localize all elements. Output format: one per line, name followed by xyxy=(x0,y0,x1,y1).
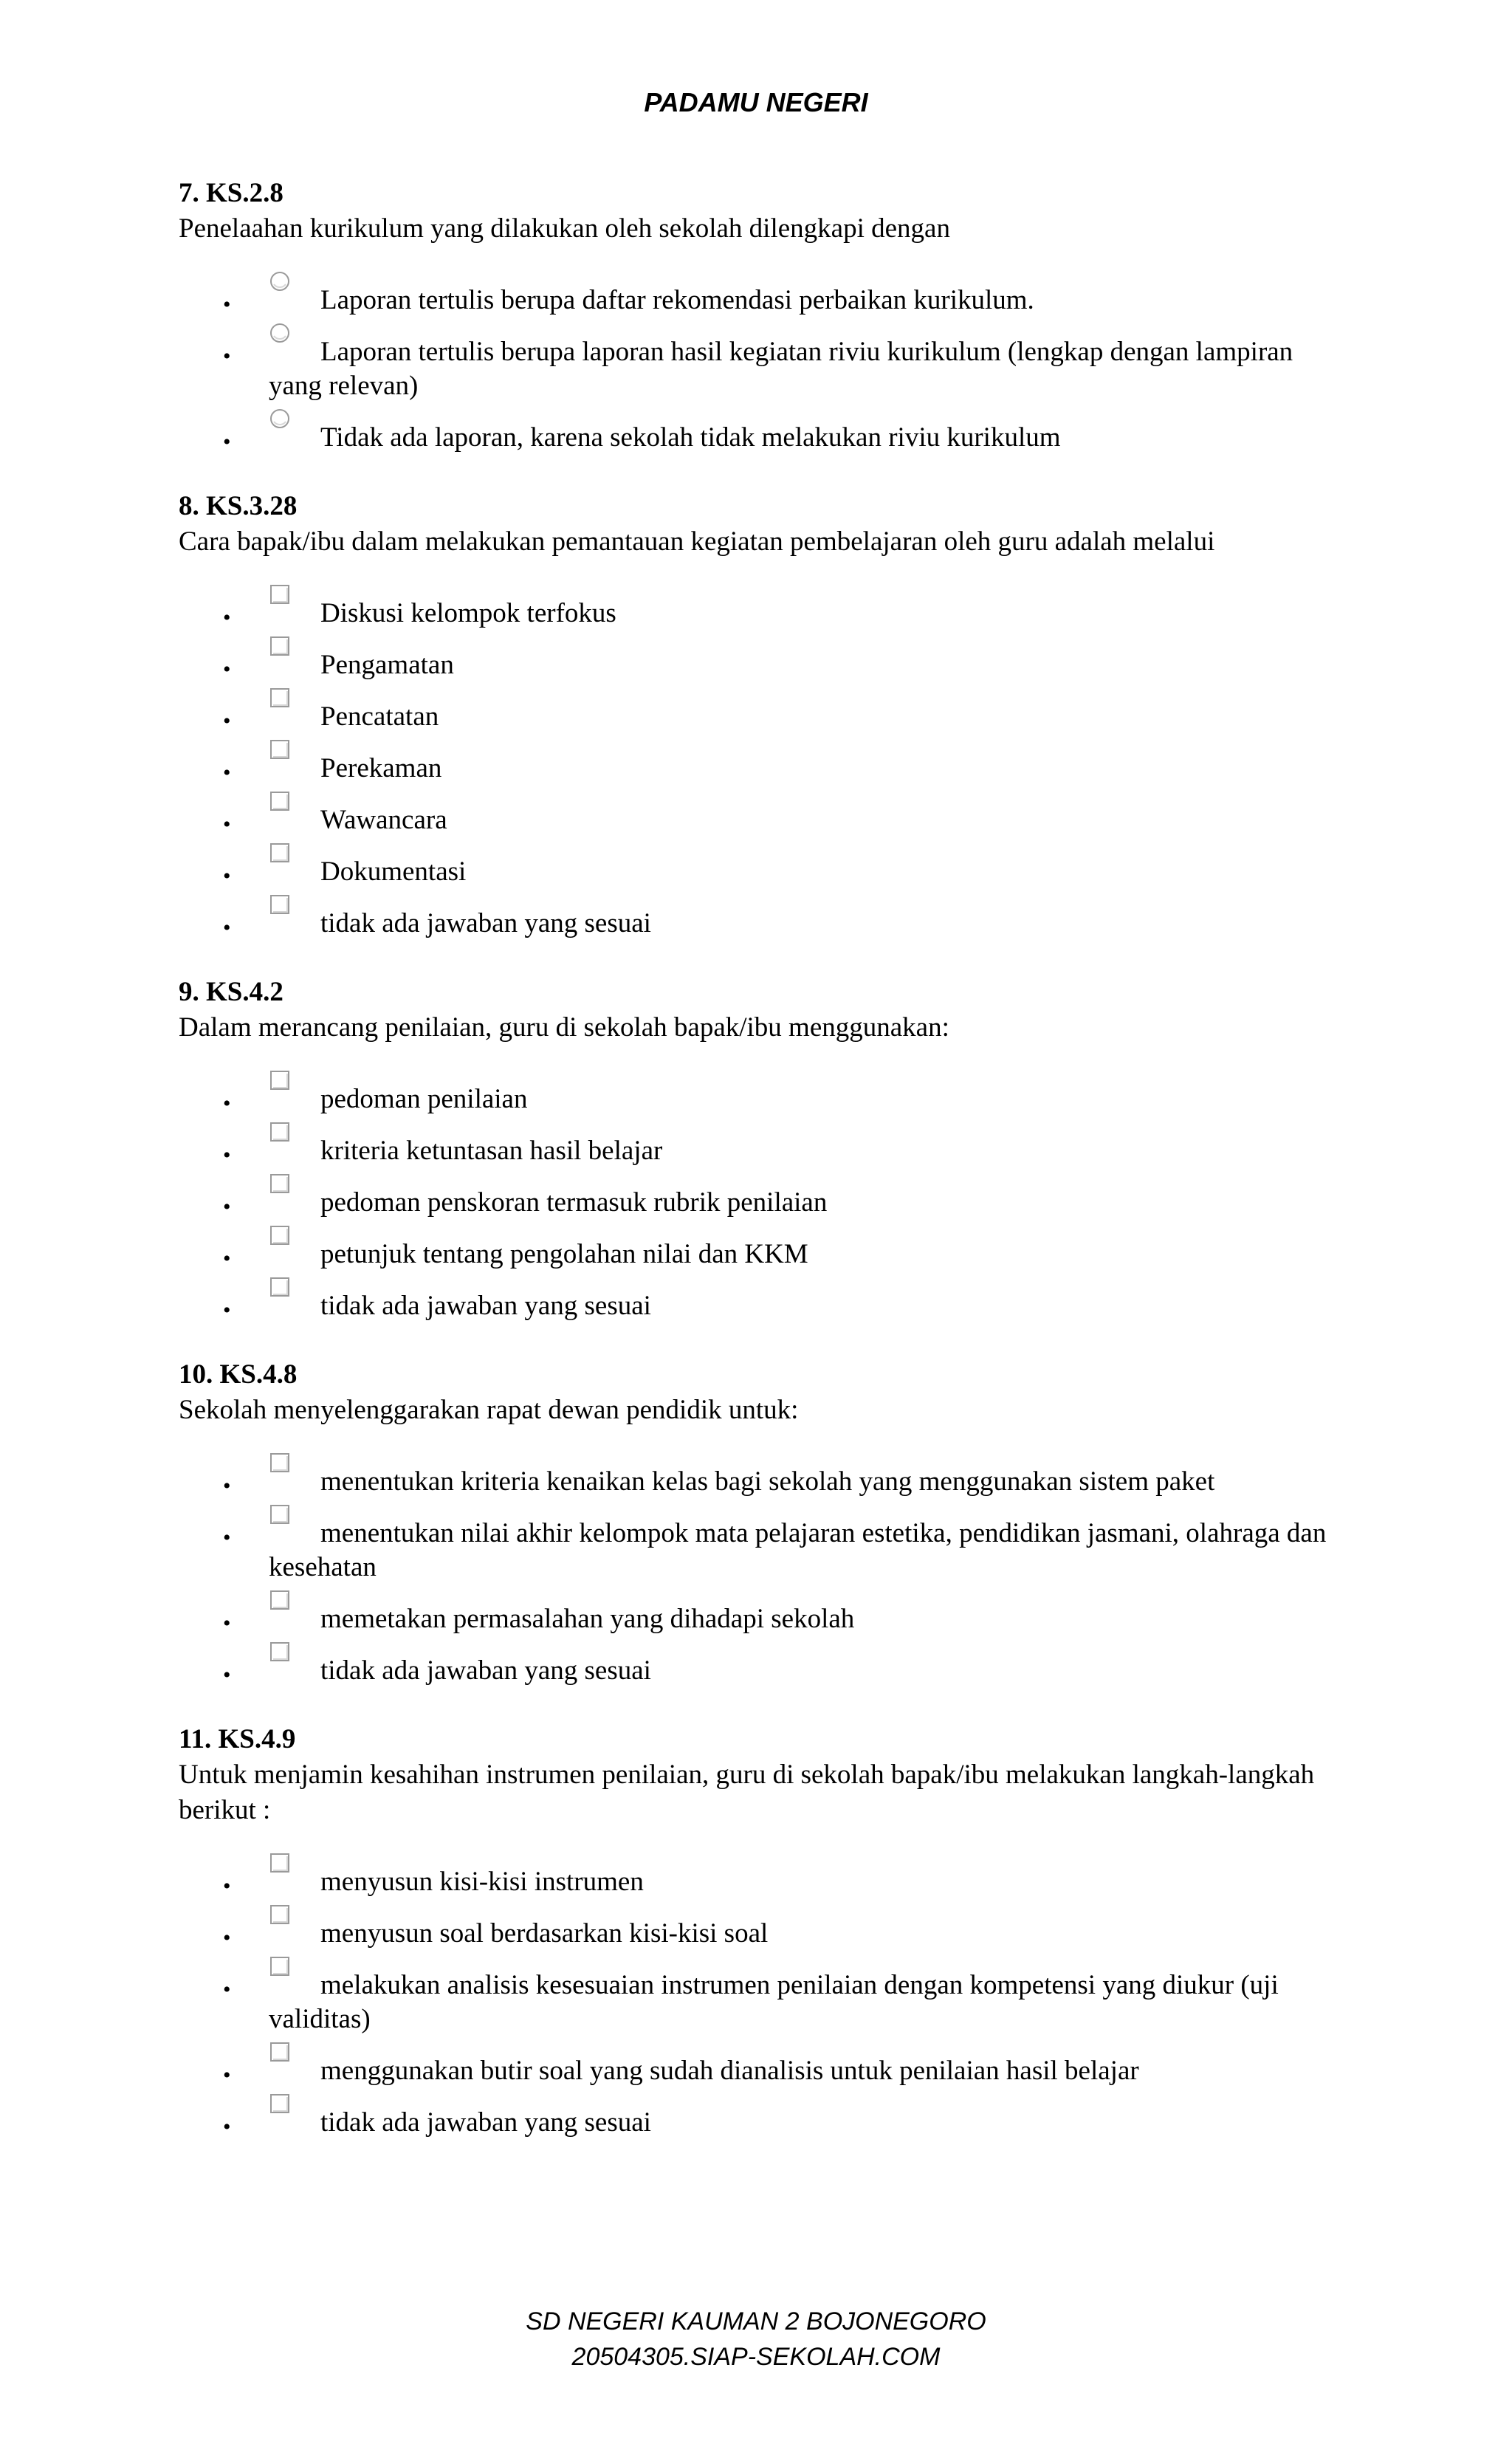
answer-option-label: Laporan tertulis berupa laporan hasil kegiatan riviu kurikulum (lengkap dengan lampiran yang relevan) xyxy=(269,337,1293,401)
bullet-icon: • xyxy=(223,657,231,682)
answer-option-label: pedoman penskoran termasuk rubrik penilaian xyxy=(320,1187,828,1218)
checkbox-icon[interactable] xyxy=(269,1173,291,1195)
checkbox-icon[interactable] xyxy=(269,1955,291,1977)
answer-option[interactable] xyxy=(179,803,1338,837)
answer-option-label: memetakan permasalahan yang dihadapi sekolah xyxy=(320,1604,855,1634)
answer-option-label: menyusun soal berdasarkan kisi-kisi soal xyxy=(320,1918,769,1949)
bullet-icon: • xyxy=(223,292,231,317)
checkbox-icon[interactable] xyxy=(269,1641,291,1663)
checkbox-icon[interactable] xyxy=(269,583,291,605)
answer-option[interactable] xyxy=(179,1917,1338,1951)
bullet-icon: • xyxy=(223,1977,231,2002)
question-text: Dalam merancang penilaian, guru di sekolah bapak/ibu menggunakan: xyxy=(179,1012,949,1043)
bullet-icon: • xyxy=(223,1246,231,1271)
question-text: Penelaahan kurikulum yang dilakukan oleh sekolah dilengkapi dengan xyxy=(179,213,950,244)
question-text: Sekolah menyelenggarakan rapat dewan pendidik untuk: xyxy=(179,1395,799,1425)
answer-option-label: melakukan analisis kesesuaian instrumen penilaian dengan kompetensi yang diukur (uji validitas) xyxy=(269,1970,1279,2034)
answer-option[interactable] xyxy=(179,597,1338,631)
question-block xyxy=(179,1722,1338,2140)
bullet-icon: • xyxy=(223,2115,231,2139)
answer-option-label: Perekaman xyxy=(320,753,442,783)
answer-option-label: Pencatatan xyxy=(320,701,439,732)
answer-option[interactable] xyxy=(179,1465,1338,1499)
answer-options xyxy=(179,1082,1338,1323)
question-number: 11. KS.4.9 xyxy=(179,1724,296,1754)
bullet-icon: • xyxy=(223,344,231,368)
answer-option-label: kriteria ketuntasan hasil belajar xyxy=(320,1136,663,1166)
answer-option[interactable] xyxy=(179,1186,1338,1220)
answer-option-label: Laporan tertulis berupa daftar rekomendasi perbaikan kurikulum. xyxy=(320,285,1034,315)
page-header: PADAMU NEGERI xyxy=(644,87,868,117)
questionnaire xyxy=(179,176,1338,2174)
radio-button-icon[interactable] xyxy=(269,322,291,344)
footer-website: 20504305.SIAP-SEKOLAH.COM xyxy=(571,2343,941,2371)
answer-option[interactable] xyxy=(179,1134,1338,1168)
answer-option-label: petunjuk tentang pengolahan nilai dan KKM xyxy=(320,1239,808,1269)
answer-options xyxy=(179,1865,1338,2140)
answer-option-label: menentukan nilai akhir kelompok mata pelajaran estetika, pendidikan jasmani, olahraga dan kesehatan xyxy=(269,1518,1327,1582)
checkbox-icon[interactable] xyxy=(269,1452,291,1474)
radio-button-icon[interactable] xyxy=(269,408,291,430)
question-block xyxy=(179,489,1338,941)
checkbox-icon[interactable] xyxy=(269,1069,291,1091)
question-number: 9. KS.4.2 xyxy=(179,977,284,1007)
question-number: 7. KS.2.8 xyxy=(179,178,284,208)
answer-option[interactable] xyxy=(179,335,1338,403)
page-footer xyxy=(0,2304,1512,2375)
bullet-icon: • xyxy=(223,2063,231,2087)
answer-option-label: menggunakan butir soal yang sudah dianalisis untuk penilaian hasil belajar xyxy=(320,2056,1139,2086)
answer-option[interactable] xyxy=(179,1517,1338,1585)
question-block xyxy=(179,176,1338,455)
answer-option[interactable] xyxy=(179,1082,1338,1116)
bullet-icon: • xyxy=(223,761,231,785)
bullet-icon: • xyxy=(223,1298,231,1322)
answer-option[interactable] xyxy=(179,907,1338,941)
answer-option[interactable] xyxy=(179,1969,1338,2036)
bullet-icon: • xyxy=(223,1611,231,1635)
answer-option-label: Pengamatan xyxy=(320,650,454,680)
answer-option-label: tidak ada jawaban yang sesuai xyxy=(320,1655,651,1686)
question-number: 10. KS.4.8 xyxy=(179,1359,298,1390)
answer-option-label: Wawancara xyxy=(320,805,447,835)
radio-button-icon[interactable] xyxy=(269,270,291,292)
checkbox-icon[interactable] xyxy=(269,1589,291,1611)
answer-options xyxy=(179,597,1338,941)
answer-option-label: tidak ada jawaban yang sesuai xyxy=(320,908,651,938)
bullet-icon: • xyxy=(223,1663,231,1687)
checkbox-icon[interactable] xyxy=(269,1904,291,1926)
answer-option[interactable] xyxy=(179,855,1338,889)
checkbox-icon[interactable] xyxy=(269,1224,291,1246)
checkbox-icon[interactable] xyxy=(269,842,291,864)
answer-option-label: Dokumentasi xyxy=(320,857,467,887)
checkbox-icon[interactable] xyxy=(269,1852,291,1874)
bullet-icon: • xyxy=(223,916,231,940)
answer-option-label: tidak ada jawaban yang sesuai xyxy=(320,2107,651,2138)
checkbox-icon[interactable] xyxy=(269,687,291,709)
checkbox-icon[interactable] xyxy=(269,893,291,916)
answer-option[interactable] xyxy=(179,1289,1338,1323)
answer-option[interactable] xyxy=(179,648,1338,682)
checkbox-icon[interactable] xyxy=(269,2041,291,2063)
answer-option[interactable] xyxy=(179,700,1338,734)
bullet-icon: • xyxy=(223,864,231,888)
checkbox-icon[interactable] xyxy=(269,1503,291,1525)
bullet-icon: • xyxy=(223,1874,231,1898)
answer-option[interactable] xyxy=(179,284,1338,318)
answer-option[interactable] xyxy=(179,752,1338,786)
bullet-icon: • xyxy=(223,1474,231,1498)
answer-option[interactable] xyxy=(179,1238,1338,1271)
question-block xyxy=(179,1357,1338,1688)
bullet-icon: • xyxy=(223,1195,231,1219)
answer-option-label: Tidak ada laporan, karena sekolah tidak melakukan riviu kurikulum xyxy=(320,422,1061,453)
checkbox-icon[interactable] xyxy=(269,1276,291,1298)
question-block xyxy=(179,975,1338,1323)
answer-option[interactable] xyxy=(179,2054,1338,2088)
answer-option-label: pedoman penilaian xyxy=(320,1084,528,1114)
footer-school-name: SD NEGERI KAUMAN 2 BOJONEGORO xyxy=(526,2307,986,2335)
answer-option[interactable] xyxy=(179,1654,1338,1688)
question-text: Cara bapak/ibu dalam melakukan pemantauan kegiatan pembelajaran oleh guru adalah melalui xyxy=(179,526,1215,557)
answer-option[interactable] xyxy=(179,1865,1338,1899)
checkbox-icon[interactable] xyxy=(269,1121,291,1143)
checkbox-icon[interactable] xyxy=(269,2093,291,2115)
answer-option[interactable] xyxy=(179,1602,1338,1636)
bullet-icon: • xyxy=(223,605,231,630)
question-text: Untuk menjamin kesahihan instrumen penilaian, guru di sekolah bapak/ibu melakukan langkah-langkah berikut : xyxy=(179,1760,1315,1825)
checkbox-icon[interactable] xyxy=(269,790,291,812)
checkbox-icon[interactable] xyxy=(269,635,291,657)
answer-options xyxy=(179,1465,1338,1688)
bullet-icon: • xyxy=(223,1525,231,1550)
answer-option-label: tidak ada jawaban yang sesuai xyxy=(320,1291,651,1321)
answer-option-label: menyusun kisi-kisi instrumen xyxy=(320,1867,644,1897)
answer-option-label: Diskusi kelompok terfokus xyxy=(320,598,616,628)
bullet-icon: • xyxy=(223,709,231,733)
bullet-icon: • xyxy=(223,430,231,454)
bullet-icon: • xyxy=(223,1143,231,1167)
answer-option-label: menentukan kriteria kenaikan kelas bagi sekolah yang menggunakan sistem paket xyxy=(320,1466,1215,1497)
question-number: 8. KS.3.28 xyxy=(179,491,298,521)
bullet-icon: • xyxy=(223,1091,231,1116)
bullet-icon: • xyxy=(223,812,231,837)
bullet-icon: • xyxy=(223,1926,231,1950)
answer-option[interactable] xyxy=(179,2106,1338,2140)
checkbox-icon[interactable] xyxy=(269,738,291,761)
answer-option[interactable] xyxy=(179,421,1338,455)
answer-options xyxy=(179,284,1338,455)
